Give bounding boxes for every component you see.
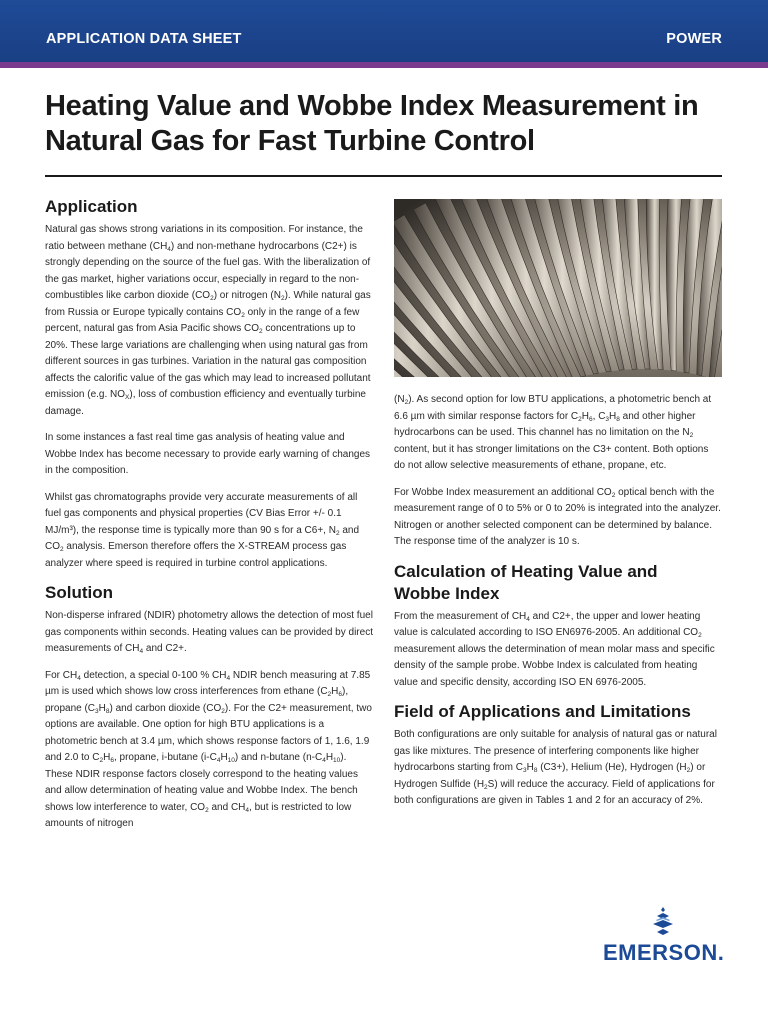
emerson-globe-logo-icon [651,907,675,937]
subscript: 6 [110,757,114,764]
subscript: 2 [221,707,225,715]
application-heading: Application [45,197,138,216]
subscript: 2 [60,546,64,553]
subscript: 2 [686,767,691,774]
subscript: 4 [526,615,530,623]
subscript: 4 [167,245,171,253]
calculation-paragraph-1: From the measurement of $CH_4$ and C2+, the upper and lower heating value is calculated according to ISO EN6976-2005. An additional $CO_2$ measurement allows the determination of mean molar mass and specific density of the sample probe. Wobbe Index is calculated from heating value and specific density, according ISO EN 6976-2005. [394,610,715,688]
subscript: 2 [258,328,263,335]
subscript: 2 [210,295,214,302]
subscript: 2 [689,432,694,439]
subscript: 3 [95,707,99,715]
subscript: 3 [522,767,527,774]
subscript: 6 [338,691,343,698]
subscript: 2 [404,399,409,406]
solution-paragraph-1: Non-disperse infrared (NDIR) photometry allows the detection of most fuel gas components within seconds. Heating values can be provided by direct measurements of $CH_4$ and C2+. [45,610,373,655]
subscript: 2 [241,311,245,319]
subscript: 2 [335,529,340,537]
field-paragraph-1: Both configurations are only suitable for analysis of natural gas or natural gas like mixtures. The presence of interfering components like higher hydrocarbons starting from $C_3H_8$ (C3+), Helium (He), Hydrogen $(H_2)$ or Hydrogen Sulfide $(H_2S)$ will reduce the accuracy. Field of applications for both configurations are given in Tables 1 and 2 for an accuracy of 2%. [394,729,717,806]
subscript: 10 [333,757,341,764]
subscript: 4 [139,648,144,655]
subscript: 2 [205,806,209,814]
application-paragraph-1: Natural gas shows strong variations in its composition. For instance, the ratio between methane $(CH_4)$ and non-methane hydrocarbons (C2+) is strongly depending on the source of the fuel gas. With the liberalization of the gas market, higher variations occur, especially in regard to the non-combustibles like carbon dioxide $(CO_2)$ or nitrogen $(N_2)$. While natural gas from Russia or Europe typically contains $CO_2$ only in the range of a few percent, natural gas from Asia Pacific shows $CO_2$ concentrations up to 20%. These large variations are challenging when using natural gas from different sources in gas turbines. Variation in the natural gas composition affects the calorific value of the gas which may lead to increased pollutant emission (e.g. $NO_X$), loss of combustion efficiency and eventually turbine damage. [45,224,371,417]
subscript: 4 [226,674,231,682]
subscript: 4 [322,757,326,764]
subscript: X [125,394,130,401]
subscript: 8 [105,707,110,715]
subscript: 4 [216,757,221,764]
subscript: 2 [578,415,582,423]
title-line-2: Natural Gas for Fast Turbine Control [45,125,535,157]
document-title [45,89,735,159]
solution-paragraph-4: For Wobbe Index measurement an additional $CO_2$ optical bench with the measurement range of 0 to 5% or 0 to 20% is integrated into the analyzer. Nitrogen or another selected component can be determined by balance. The response time of the analyzer is 10 s. [394,486,721,547]
calculation-heading-line-1: Calculation of Heating Value and [394,561,658,581]
subscript: 4 [77,674,81,682]
subscript: 2 [280,295,285,302]
application-paragraph-3: Whilst gas chromatographs provide very accurate measurements of all fuel gas components and physical properties (CV Bias Error +/- 0.1 MJ/m³), the response time is typically more than 90 s for a C6+, $N_2$ and $CO_2$ analysis. Emerson therefore offers the X-STREAM process gas analyzer where speed is required in turbine control applications. [45,491,360,569]
emerson-logo [603,907,725,965]
calculation-heading [394,561,722,605]
subscript: 4 [245,806,250,814]
subscript: 6 [589,415,593,423]
subscript: 3 [605,415,610,423]
subscript: 2 [698,632,702,639]
subscript: 2 [611,491,616,499]
subscript: 2 [327,691,332,698]
subscript: 10 [227,757,235,764]
field-heading: Field of Applications and Limitations [394,702,691,721]
banner-accent-stripe [0,62,768,68]
turbine-blades-photo [394,199,722,377]
title-line-1: Heating Value and Wobbe Index Measurement in [45,90,699,122]
right-column [394,392,722,820]
application-paragraph-2: In some instances a fast real time gas analysis of heating value and Wobbe Index has become necessary to provide early warning of changes in the composition. [45,432,371,476]
subscript: 8 [616,415,620,423]
title-divider [45,175,722,177]
subscript: 2 [484,783,488,791]
emerson-wordmark: EMERSON. [603,940,725,965]
calculation-heading-line-2: Wobbe Index [394,583,500,603]
left-column [45,196,375,843]
subscript: 2 [99,757,104,764]
industry-label: POWER [666,31,722,47]
solution-heading: Solution [45,583,113,602]
solution-paragraph-3: $(N_2)$. As second option for low BTU applications, a photometric bench at 6.6 µm with similar response factors for $C_2H_6$, $C_3H_8$ and other higher hydrocarbons can be used. This channel has no limitation on the $N_2$ content, but it has stronger limitations on the C3+ content. Both options do not allow selective measurements of ethane, propane, etc. [394,394,712,471]
document-type-label: APPLICATION DATA SHEET [46,31,242,47]
header-banner [0,0,768,62]
solution-paragraph-2: For $CH_4$ detection, a special 0-100 % $CH_4$ NDIR bench measuring at 7.85 µm is used which shows low cross interferences from ethane $(C_2H_6)$, propane $(C_3H_8)$ and carbon dioxide $(CO_2)$. For the C2+ measurement, two options are available. One option for high BTU applications is a photometric bench at 3.4 µm, which shows response factors of 1, 1.6, 1.9 and 2.0 to $C_2H_6$, propane, i-butane $(i-C_4H_{10})$ and n-butane $(n-C_4H_{10})$. These NDIR response factors closely correspond to the heating values and allow determination of heating value and Wobbe Index. The bench shows low interference to water, $CO_2$ and $CH_4$, but is restricted to low amounts of nitrogen [45,669,372,829]
subscript: 8 [533,767,538,774]
